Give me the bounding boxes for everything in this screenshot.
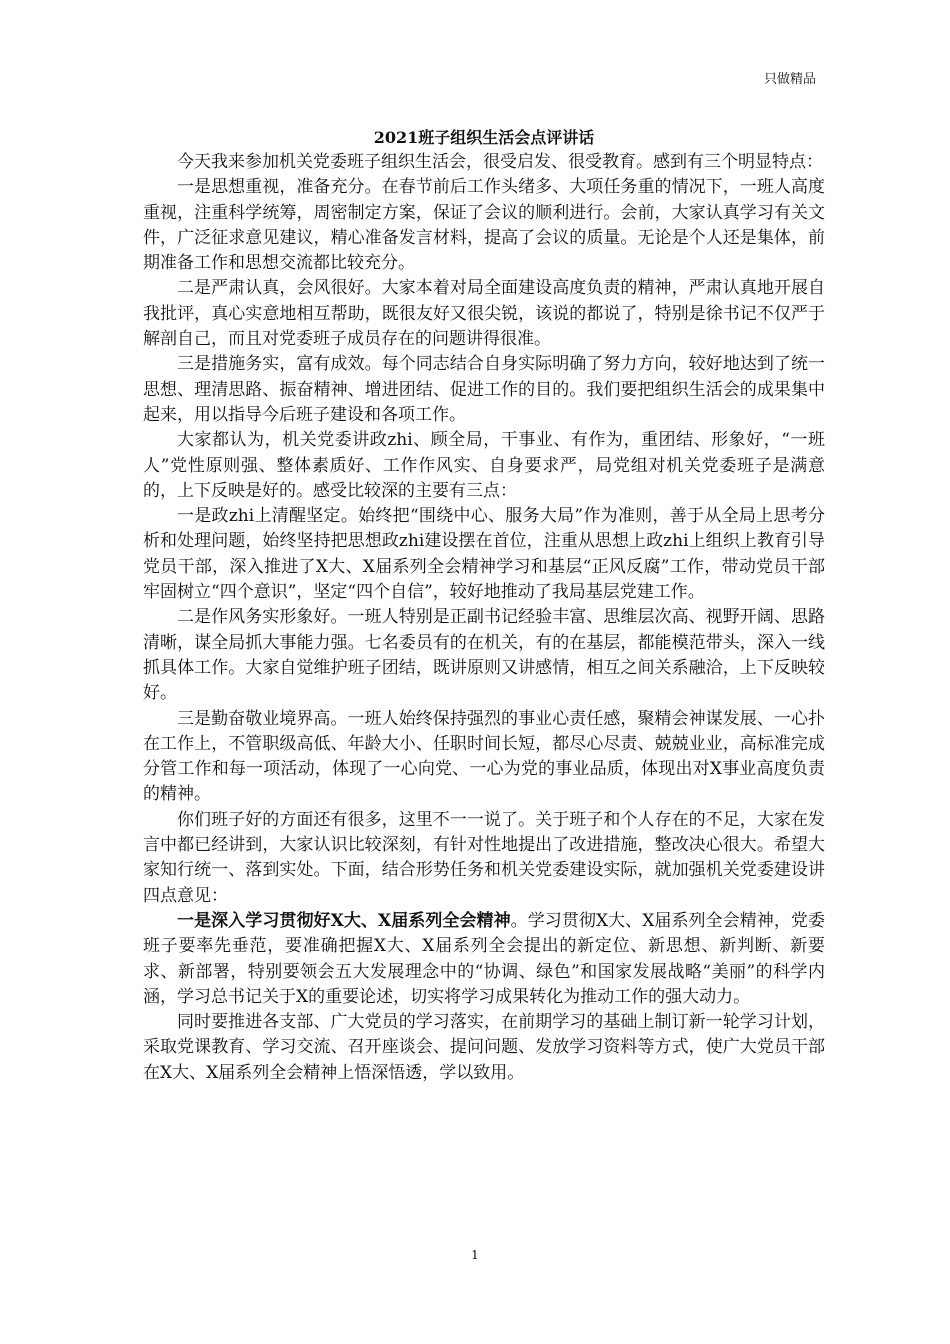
paragraph-lead-bold: 一是深入学习贯彻好X大、X届系列全会精神 <box>177 910 511 931</box>
header-note: 只做精品 <box>764 72 817 87</box>
paragraph-3 <box>143 276 825 352</box>
page-number: 1 <box>471 1248 479 1262</box>
paragraph-text: 。学习贯彻X大、X届系列全会精神，党委班子要率先垂范，要准确把握X大、X届系列全会提出的新定位、新思想、新判断、新要求、新部署，特别要领会五大发展理念中的“协调、绿色”和国家发展战略“美丽”的科学内涵，学习总书记关于X的重要论述，切实将学习成果转化为推动工作的强大动力。 <box>143 910 825 1007</box>
paragraph-text: 一是思想重视，准备充分。在春节前后工作头绪多、大项任务重的情况下，一班人高度重视，注重科学统筹，周密制定方案，保证了会议的顺利进行。会前，大家认真学习有关文件，广泛征求意见建议，精心准备发言材料，提高了会议的质量。无论是个人还是集体，前期准备工作和思想交流都比较充分。 <box>143 177 825 274</box>
paragraph-text: 二是作风务实形象好。一班人特别是正副书记经验丰富、思维层次高、视野开阔、思路清晰，谋全局抓大事能力强。七名委员有的在机关，有的在基层，都能模范带头，深入一线抓具体工作。大家自觉维护班子团结，既讲原则又讲感情，相互之间关系融洽，上下反映较好。 <box>143 607 825 704</box>
document-title: 2021班子组织生活会点评讲话 <box>373 128 595 147</box>
paragraph-8 <box>143 707 825 808</box>
paragraph-1 <box>143 150 825 175</box>
paragraph-5 <box>143 428 825 504</box>
paragraph-text: 二是严肃认真，会风很好。大家本着对局全面建设高度负责的精神，严肃认真地开展自我批评，真心实意地相互帮助，既很友好又很尖锐，该说的都说了，特别是徐书记不仅严于解剖自己，而且对党委班子成员存在的问题讲得很准。 <box>143 278 825 350</box>
paragraph-6 <box>143 504 825 605</box>
document-body <box>143 128 825 1086</box>
paragraph-text: 同时要推进各支部、广大党员的学习落实，在前期学习的基础上制订新一轮学习计划，采取党课教育、学习交流、召开座谈会、提问问题、发放学习资料等方式，使广大党员干部在X大、X届系列全会精神上悟深悟透，学以致用。 <box>143 1012 825 1083</box>
paragraph-text: 你们班子好的方面还有很多，这里不一一说了。关于班子和个人存在的不足，大家在发言中都已经讲到，大家认识比较深刻，有针对性地提出了改进措施，整改决心很大。希望大家知行统一、落到实处。下面，结合形势任务和机关党委建设实际，就加强机关党委建设讲四点意见： <box>143 809 825 906</box>
paragraph-text: 大家都认为，机关党委讲政zhi、顾全局，干事业、有作为，重团结、形象好，“一班人”党性原则强、整体素质好、工作作风实、自身要求严，局党组对机关党委班子是满意的，上下反映是好的。感受比较深的主要有三点： <box>143 430 825 501</box>
paragraph-10 <box>143 909 825 1010</box>
paragraph-11 <box>143 1010 825 1086</box>
paragraph-text: 今天我来参加机关党委班子组织生活会，很受启发、很受教育。感到有三个明显特点： <box>177 152 823 172</box>
paragraph-text: 三是措施务实，富有成效。每个同志结合自身实际明确了努力方向，较好地达到了统一思想、理清思路、振奋精神、增进团结、促进工作的目的。我们要把组织生活会的成果集中起来，用以指导今后班子建设和各项工作。 <box>143 354 825 425</box>
paragraph-4 <box>143 352 825 428</box>
paragraph-text: 一是政zhi上清醒坚定。始终把“围绕中心、服务大局”作为准则，善于从全局上思考分析和处理问题，始终坚持把思想政zhi建设摆在首位，注重从思想上政zhi上组织上教育引导党员干部，深入推进了X大、X届系列全会精神学习和基层“正风反腐”工作，带动党员干部牢固树立“四个意识”，坚定“四个自信”，较好地推动了我局基层党建工作。 <box>143 506 825 603</box>
paragraph-7 <box>143 605 825 706</box>
paragraph-text: 三是勤奋敬业境界高。一班人始终保持强烈的事业心责任感，聚精会神谋发展、一心扑在工作上，不管职级高低、年龄大小、任职时间长短，都尽心尽责、兢兢业业，高标准完成分管工作和每一项活动，体现了一心向党、一心为党的事业品质，体现出对X事业高度负责的精神。 <box>143 708 825 805</box>
paragraph-9 <box>143 808 825 909</box>
paragraph-2 <box>143 175 825 276</box>
